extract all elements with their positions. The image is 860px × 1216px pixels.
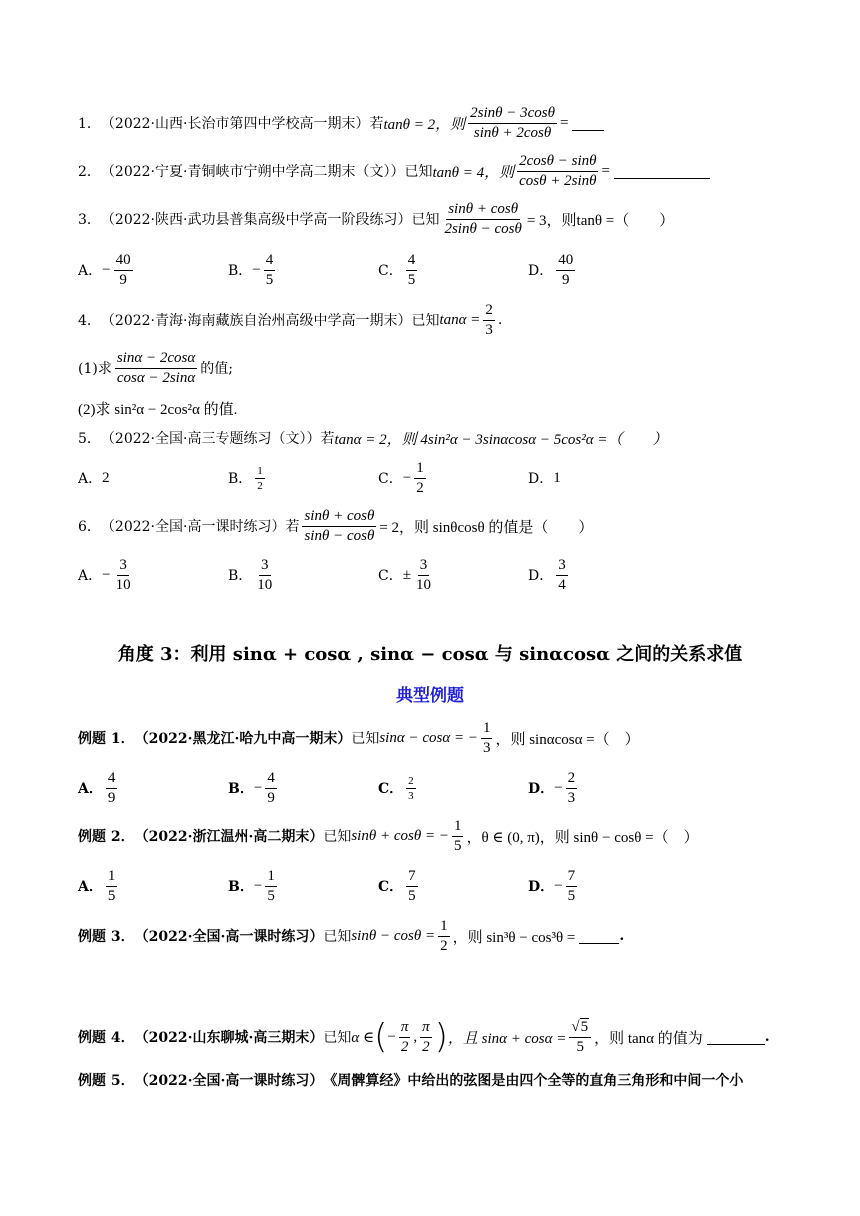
question-source: （2022·山东聊城·高三期末） <box>134 1030 324 1046</box>
option-a[interactable]: A． $\frac{1}{5}$ <box>78 867 116 904</box>
option-a[interactable]: A． 2 <box>78 469 110 487</box>
fraction: $\frac{1}{5}$ <box>453 817 462 854</box>
option-b[interactable]: B． $\frac{3}{10}$ <box>228 556 273 593</box>
example-1: 例题 1． （2022·黑龙江·哈九中高一期末） 已知 sinα − cosα = − $\frac{1}{3}$ ，则 sinαcosα =（ ） <box>78 719 640 756</box>
question-4-part-2: (2)求 sin²α − 2cos²α 的值. <box>78 401 238 418</box>
option-b[interactable]: B． − $\frac{4}{5}$ <box>228 251 274 288</box>
fraction: $\frac{\pi}{2}$ <box>400 1018 409 1055</box>
option-d[interactable]: D． − $\frac{7}{5}$ <box>528 867 576 904</box>
fraction: $\frac{\sin\theta + \cos\theta}{2\sin\theta - \cos\theta}$ <box>444 200 522 237</box>
fraction: $\frac{2\cos\theta - \sin\theta}{\cos\theta + 2\sin\theta}$ <box>519 152 597 189</box>
option-d[interactable]: D． $\frac{3}{4}$ <box>528 556 566 593</box>
example-5: 例题 5． （2022·全国·高一课时练习） 《周髀算经》中给出的弦图是由四个全等的直角三角形和中间一个小 <box>78 1060 743 1100</box>
example-2: 例题 2． （2022·浙江温州·高二期末） 已知 sinθ + cosθ = − $\frac{1}{5}$ ，θ ∈ (0, π)，则 sinθ − cosθ =（ ） <box>78 817 699 854</box>
question-source: （2022·全国·高一课时练习） <box>134 1073 324 1089</box>
fraction: $\frac{\sin\alpha - 2\cos\alpha}{\cos\alpha - 2\sin\alpha}$ <box>116 349 196 386</box>
question-source: （2022·山西·长治市第四中学校高一期末） <box>100 116 370 132</box>
question-4: 4． （2022·青海·海南藏族自治州高级中学高一期末） 已知 tanα = $\frac{2}{3}$ . <box>78 301 503 338</box>
option-c[interactable]: C． ± $\frac{3}{10}$ <box>378 556 431 593</box>
option-c[interactable]: C． − $\frac{1}{2}$ <box>378 459 424 496</box>
question-6: 6． （2022·全国·高一课时练习） 若 $\frac{\sin\theta + \cos\theta}{\sin\theta - \cos\theta}$ = 2，则 sinθcosθ 的值是（ ） <box>78 507 594 544</box>
option-a[interactable]: A． − $\frac{3}{10}$ <box>78 556 131 593</box>
question-source: （2022·全国·高三专题练习（文）） <box>100 431 321 447</box>
section-heading: 角度 3：利用 sinα + cosα , sinα − cosα 与 sinαcosα 之间的关系求值 <box>117 644 743 665</box>
question-source: （2022·浙江温州·高二期末） <box>134 829 324 845</box>
option-a[interactable]: A． $\frac{4}{9}$ <box>78 769 116 806</box>
fraction: $\frac{√5}{5}$ <box>569 1019 591 1056</box>
fraction: $\frac{\sin\theta + \cos\theta}{\sin\theta - \cos\theta}$ <box>304 507 375 544</box>
option-b[interactable]: B． − $\frac{4}{9}$ <box>228 769 275 806</box>
fraction: $\frac{2}{3}$ <box>485 301 493 338</box>
fraction: $\frac{\pi}{2}$ <box>422 1018 430 1055</box>
option-b[interactable]: B． − $\frac{1}{5}$ <box>228 867 275 904</box>
fraction: $\frac{2\sin\theta - 3\cos\theta}{\sin\theta + 2\cos\theta}$ <box>470 104 555 141</box>
answer-blank[interactable] <box>614 164 710 179</box>
question-source: （2022·全国·高一课时练习） <box>134 929 324 945</box>
interval-close: ) <box>434 1017 448 1057</box>
example-4: 例题 4． （2022·山东聊城·高三期末） 已知 α ∈ ( − $\frac{\pi}{2}$ , $\frac{\pi}{2}$ ) ，且 sinα + cosα = $\frac{√5}{5}$ ，则 tanα 的值为 . <box>78 1017 770 1057</box>
question-source: （2022·宁夏·青铜峡市宁朔中学高二期末（文）） <box>100 164 405 180</box>
interval-open: ( <box>374 1017 388 1057</box>
question-source: （2022·陕西·武功县普集高级中学高一阶段练习） <box>100 212 412 228</box>
section-subheading: 典型例题 <box>396 686 464 706</box>
option-b[interactable]: B． $\frac{1}{2}$ <box>228 464 263 492</box>
fraction: $\frac{1}{2}$ <box>440 917 448 954</box>
question-1: 1． （2022·山西·长治市第四中学校高一期末） 若 tanθ = 2，则 $\frac{2\sin\theta - 3\cos\theta}{\sin\theta + 2\cos\theta}$ = <box>78 103 604 143</box>
question-source: （2022·全国·高一课时练习） <box>100 519 286 535</box>
option-c[interactable]: C． $\frac{2}{3}$ <box>378 774 414 802</box>
question-source: （2022·青海·海南藏族自治州高级中学高一期末） <box>100 313 412 329</box>
option-d[interactable]: D． 1 <box>528 469 561 487</box>
option-c[interactable]: C． $\frac{7}{5}$ <box>378 867 416 904</box>
question-3: 3． （2022·陕西·武功县普集高级中学高一阶段练习） 已知 $\frac{\sin\theta + \cos\theta}{2\sin\theta - \cos\theta}$ = 3，则 tanθ =（ ） <box>78 200 675 237</box>
option-d[interactable]: D． $\frac{40}{9}$ <box>528 251 574 288</box>
example-3: 例题 3． （2022·全国·高一课时练习） 已知 sinθ − cosθ = $\frac{1}{2}$ ，则 sin³θ − cos³θ = . <box>78 917 625 954</box>
answer-blank[interactable] <box>572 116 604 131</box>
question-2: 2． （2022·宁夏·青铜峡市宁朔中学高二期末（文）） 已知 tanθ = 4，则 $\frac{2\cos\theta - \sin\theta}{\cos\theta + 2\sin\theta}$ = <box>78 151 710 191</box>
option-d[interactable]: D． − $\frac{2}{3}$ <box>528 769 576 806</box>
answer-blank[interactable] <box>707 1030 765 1045</box>
question-source: （2022·黑龙江·哈九中高一期末） <box>134 731 352 747</box>
question-4-part-1: (1)求 $\frac{\sin\alpha - 2\cos\alpha}{\cos\alpha - 2\sin\alpha}$ 的值; <box>78 349 233 386</box>
option-a[interactable]: A． − $\frac{40}{9}$ <box>78 251 131 288</box>
question-5: 5． （2022·全国·高三专题练习（文）） 若 tanα = 2，则 4sin²α − 3sinαcosα − 5cos²α =（ ） <box>78 418 667 458</box>
fraction: $\frac{1}{3}$ <box>482 719 491 756</box>
option-c[interactable]: C． $\frac{4}{5}$ <box>378 251 416 288</box>
answer-blank[interactable] <box>579 929 619 944</box>
